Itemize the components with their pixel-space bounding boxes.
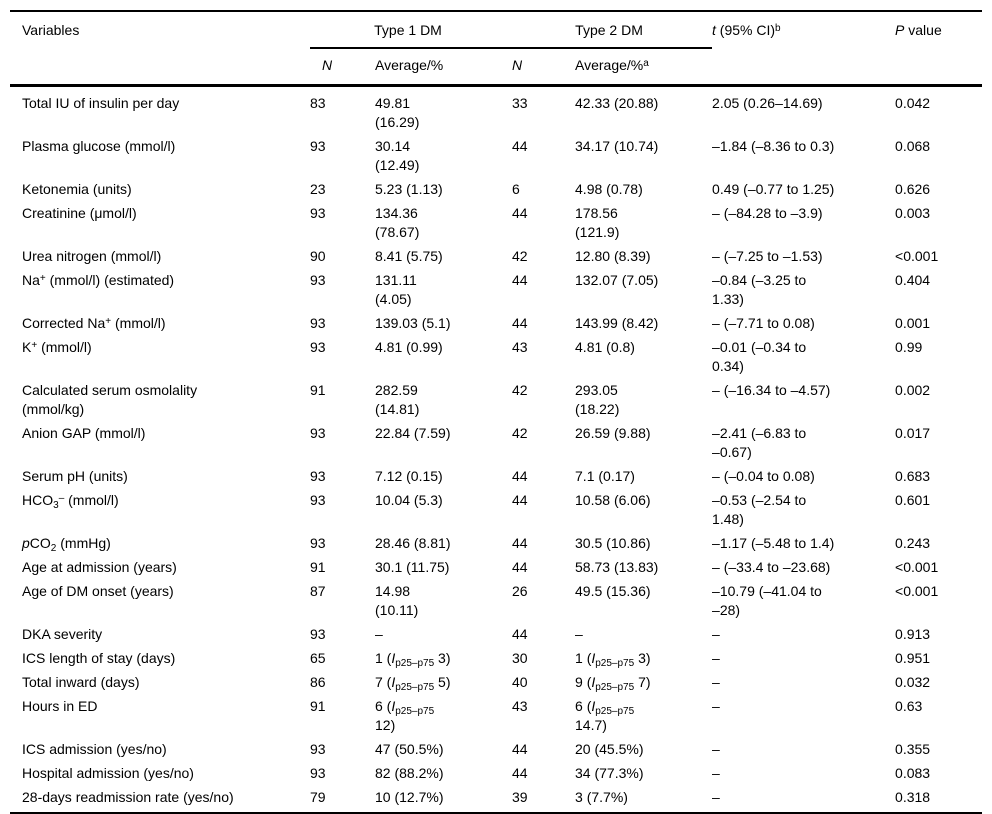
table-row	[10, 625, 982, 649]
cell-p-value: <0.001	[895, 559, 939, 575]
cell-average-type2: 26.59 (9.88)	[575, 425, 651, 441]
cell-variable: Hours in ED	[22, 698, 98, 714]
cell-t-ci: –0.01 (–0.34 to 0.34)	[712, 339, 807, 374]
cell-n-type1: 93	[310, 138, 326, 154]
cell-t-ci: –	[712, 674, 720, 690]
cell-n-type2: 26	[512, 583, 528, 599]
cell-average-type1: 28.46 (8.81)	[375, 535, 451, 551]
col-subheader-n-type1: N	[310, 48, 375, 86]
cell-p-value: 0.032	[895, 674, 931, 690]
cell-n-type1: 93	[310, 535, 326, 551]
cell-t-ci: – (–7.25 to –1.53)	[712, 248, 823, 264]
cell-p-value: 0.404	[895, 272, 931, 288]
cell-t-ci: – (–33.4 to –23.68)	[712, 559, 831, 575]
col-subheader-n-type2: N	[512, 48, 575, 86]
cell-n-type1: 93	[310, 339, 326, 355]
cell-p-value: 0.913	[895, 626, 931, 642]
table-row	[10, 137, 982, 180]
cell-t-ci: –	[712, 788, 895, 813]
cell-n-type1: 90	[310, 248, 326, 264]
cell-p-value: 0.001	[895, 315, 931, 331]
cell-average-type2: 34.17 (10.74)	[575, 138, 659, 154]
cell-variable: K+ (mmol/l)	[22, 339, 92, 355]
cell-t-ci: –2.41 (–6.83 to –0.67)	[712, 425, 807, 460]
cell-variable: Urea nitrogen (mmol/l)	[22, 248, 162, 264]
table-row	[10, 314, 982, 338]
cell-n-type2: 44	[512, 468, 528, 484]
table-row	[10, 697, 982, 740]
cell-average-type2: –	[575, 626, 583, 642]
cell-t-ci: –	[712, 626, 720, 642]
cell-t-ci: –	[712, 741, 720, 757]
cell-t-ci: –	[712, 650, 720, 666]
cell-variable: Creatinine (μmol/l)	[22, 205, 137, 221]
cell-average-type2: 30.5 (10.86)	[575, 535, 651, 551]
cell-n-type2: 33	[512, 95, 528, 111]
table-row	[10, 381, 982, 424]
cell-n-type1: 86	[310, 674, 326, 690]
cell-n-type1: 83	[310, 95, 326, 111]
cell-t-ci: 2.05 (0.26–14.69)	[712, 95, 823, 111]
table-row	[10, 271, 982, 314]
cell-variable: Total IU of insulin per day	[22, 95, 180, 111]
table-row	[10, 558, 982, 582]
cell-average-type1: 7 ($I_{p25-p75}$ 5)	[375, 674, 451, 693]
cell-p-value: 0.951	[895, 650, 931, 666]
cell-average-type2: 49.5 (15.36)	[575, 583, 651, 599]
cell-n-type1: 93	[310, 468, 326, 484]
cell-n-type1: 93	[310, 205, 326, 221]
cell-t-ci: – (–84.28 to –3.9)	[712, 205, 823, 221]
cell-p-value: 0.003	[895, 205, 931, 221]
cell-average-type2: 3 (7.7%)	[575, 788, 712, 813]
cell-variable: Calculated serum osmolality (mmol/kg)	[22, 382, 198, 417]
cell-n-type2: 44	[512, 138, 528, 154]
cell-n-type2: 30	[512, 650, 528, 666]
cell-average-type1: 131.11 (4.05)	[375, 272, 417, 307]
cell-average-type1: –	[375, 626, 383, 642]
table-row	[10, 424, 982, 467]
cell-variable: Age at admission (years)	[22, 559, 177, 575]
cell-average-type2: 4.81 (0.8)	[575, 339, 635, 355]
cell-average-type1: 30.14 (12.49)	[375, 138, 420, 173]
cell-p-value: 0.601	[895, 492, 931, 508]
cell-n-type2: 43	[512, 698, 528, 714]
cell-n-type2: 44	[512, 765, 528, 781]
cell-average-type2: 10.58 (6.06)	[575, 492, 651, 508]
cell-n-type1: 87	[310, 583, 326, 599]
cell-average-type1: 49.81 (16.29)	[375, 95, 420, 130]
cell-average-type2: 20 (45.5%)	[575, 741, 644, 757]
cell-t-ci: –	[712, 698, 720, 714]
cell-n-type1: 93	[310, 765, 326, 781]
cell-p-value: 0.002	[895, 382, 931, 398]
cell-average-type2: 178.56 (121.9)	[575, 205, 620, 240]
cell-average-type2: 42.33 (20.88)	[575, 95, 659, 111]
cell-t-ci: –0.84 (–3.25 to 1.33)	[712, 272, 807, 307]
cell-p-value: <0.001	[895, 248, 939, 264]
cell-average-type2: 12.80 (8.39)	[575, 248, 651, 264]
cell-n-type2: 40	[512, 674, 528, 690]
cell-variable: DKA severity	[22, 626, 103, 642]
table-row	[10, 338, 982, 381]
cell-variable: Corrected Na+ (mmol/l)	[22, 315, 166, 331]
cell-variable: Na+ (mmol/l) (estimated)	[22, 272, 175, 288]
table-row	[10, 491, 982, 534]
cell-n-type1: 91	[310, 382, 326, 398]
col-group-type2-dm: Type 2 DM	[512, 11, 712, 48]
table-row	[10, 534, 982, 558]
cell-n-type1: 91	[310, 698, 326, 714]
cell-average-type1: 4.81 (0.99)	[375, 339, 443, 355]
cell-n-type1: 23	[310, 181, 326, 197]
cell-t-ci: – (–16.34 to –4.57)	[712, 382, 831, 398]
cell-n-type1: 91	[310, 559, 326, 575]
cell-n-type2: 42	[512, 248, 528, 264]
cell-p-value: 0.626	[895, 181, 931, 197]
cell-variable: Serum pH (units)	[22, 468, 128, 484]
cell-average-type1: 6 ($I_{p25-p75}$ 12)	[375, 698, 435, 733]
cell-p-value: 0.068	[895, 138, 931, 154]
cell-variable: ICS admission (yes/no)	[22, 741, 167, 757]
cell-n-type2: 44	[512, 272, 528, 288]
cell-average-type1: 47 (50.5%)	[375, 741, 444, 757]
col-group-type1-dm: Type 1 DM	[310, 11, 512, 48]
cell-n-type1: 65	[310, 650, 326, 666]
cell-average-type1: 8.41 (5.75)	[375, 248, 443, 264]
table-row	[10, 86, 982, 138]
cell-n-type2: 44	[512, 492, 528, 508]
cell-p-value: 0.017	[895, 425, 931, 441]
cell-average-type2: 293.05 (18.22)	[575, 382, 620, 417]
cell-n-type1: 93	[310, 272, 326, 288]
cell-p-value: 0.355	[895, 741, 931, 757]
cell-average-type1: 30.1 (11.75)	[375, 559, 450, 575]
cell-n-type2: 42	[512, 382, 528, 398]
cell-p-value: 0.683	[895, 468, 931, 484]
cell-n-type2: 39	[512, 788, 575, 813]
table-body	[10, 86, 982, 814]
col-header-p-value: P value	[895, 11, 982, 86]
cell-n-type2: 44	[512, 559, 528, 575]
dka-comparison-table	[10, 10, 982, 814]
cell-t-ci: –1.84 (–8.36 to 0.3)	[712, 138, 835, 154]
cell-t-ci: –	[712, 765, 720, 781]
col-header-variables: Variables	[10, 11, 310, 86]
cell-average-type1: 10 (12.7%)	[375, 788, 512, 813]
cell-n-type2: 42	[512, 425, 528, 441]
cell-t-ci: –0.53 (–2.54 to 1.48)	[712, 492, 807, 527]
table-header	[10, 11, 982, 86]
cell-p-value: 0.243	[895, 535, 931, 551]
cell-t-ci: –1.17 (–5.48 to 1.4)	[712, 535, 835, 551]
cell-average-type1: 5.23 (1.13)	[375, 181, 443, 197]
cell-variable: Anion GAP (mmol/l)	[22, 425, 146, 441]
cell-n-type1: 93	[310, 626, 326, 642]
cell-variable: 28-days readmission rate (yes/no)	[10, 788, 310, 813]
cell-variable: Total inward (days)	[22, 674, 140, 690]
col-subheader-average-type1: Average/%	[375, 48, 512, 86]
paper-table-region	[10, 10, 982, 814]
table-row	[10, 649, 982, 673]
header-row-groups	[10, 11, 982, 48]
table-row	[10, 180, 982, 204]
cell-p-value: <0.001	[895, 583, 939, 599]
cell-average-type1: 134.36 (78.67)	[375, 205, 420, 240]
table-row	[10, 247, 982, 271]
cell-average-type2: 34 (77.3%)	[575, 765, 644, 781]
cell-average-type2: 143.99 (8.42)	[575, 315, 659, 331]
cell-n-type2: 6	[512, 181, 520, 197]
cell-average-type2: 4.98 (0.78)	[575, 181, 643, 197]
cell-average-type1: 22.84 (7.59)	[375, 425, 451, 441]
cell-n-type1: 93	[310, 425, 326, 441]
cell-n-type1: 79	[310, 788, 375, 813]
cell-t-ci: – (–7.71 to 0.08)	[712, 315, 815, 331]
cell-variable: pCO$_2$ (mmHg)	[22, 535, 111, 554]
cell-average-type1: 7.12 (0.15)	[375, 468, 443, 484]
cell-n-type2: 44	[512, 535, 528, 551]
table-row	[10, 204, 982, 247]
table-row	[10, 467, 982, 491]
cell-variable: $HCO_3^-$ (mmol/l)	[22, 492, 119, 511]
cell-variable: Plasma glucose (mmol/l)	[22, 138, 176, 154]
cell-n-type2: 44	[512, 315, 528, 331]
table-row	[10, 582, 982, 625]
cell-n-type1: 93	[310, 741, 326, 757]
cell-average-type2: 9 ($I_{p25-p75}$ 7)	[575, 674, 651, 693]
cell-variable: Ketonemia (units)	[22, 181, 132, 197]
cell-variable: Age of DM onset (years)	[22, 583, 174, 599]
cell-n-type2: 44	[512, 626, 528, 642]
cell-p-value: 0.99	[895, 339, 923, 355]
cell-average-type2: 132.07 (7.05)	[575, 272, 659, 288]
cell-n-type2: 44	[512, 205, 528, 221]
cell-average-type2: 58.73 (13.83)	[575, 559, 659, 575]
cell-variable: ICS length of stay (days)	[22, 650, 176, 666]
cell-average-type1: 82 (88.2%)	[375, 765, 444, 781]
cell-average-type1: 10.04 (5.3)	[375, 492, 443, 508]
cell-p-value: 0.083	[895, 765, 931, 781]
cell-t-ci: 0.49 (–0.77 to 1.25)	[712, 181, 835, 197]
table-row	[10, 673, 982, 697]
cell-average-type2: 1 ($I_{p25-p75}$ 3)	[575, 650, 651, 669]
cell-n-type2: 44	[512, 741, 528, 757]
cell-average-type1: 14.98 (10.11)	[375, 583, 419, 618]
cell-p-value: 0.63	[895, 698, 923, 714]
cell-variable: Hospital admission (yes/no)	[22, 765, 194, 781]
cell-p-value: 0.042	[895, 95, 931, 111]
cell-n-type2: 43	[512, 339, 528, 355]
cell-n-type1: 93	[310, 315, 326, 331]
table-row	[10, 764, 982, 788]
cell-average-type1: 139.03 (5.1)	[375, 315, 451, 331]
cell-average-type2: 7.1 (0.17)	[575, 468, 635, 484]
cell-t-ci: –10.79 (–41.04 to –28)	[712, 583, 822, 618]
cell-n-type1: 93	[310, 492, 326, 508]
cell-average-type1: 1 ($I_{p25-p75}$ 3)	[375, 650, 451, 669]
col-subheader-average-type2: Average/%$^a$	[575, 48, 712, 86]
col-header-t-ci: t (95% CI)$^b$	[712, 11, 895, 86]
cell-average-type2: 6 ($I_{p25-p75}$ 14.7)	[575, 698, 635, 733]
cell-t-ci: – (–0.04 to 0.08)	[712, 468, 815, 484]
table-row	[10, 788, 982, 813]
cell-p-value: 0.318	[895, 788, 982, 813]
cell-average-type1: 282.59 (14.81)	[375, 382, 420, 417]
table-row	[10, 740, 982, 764]
